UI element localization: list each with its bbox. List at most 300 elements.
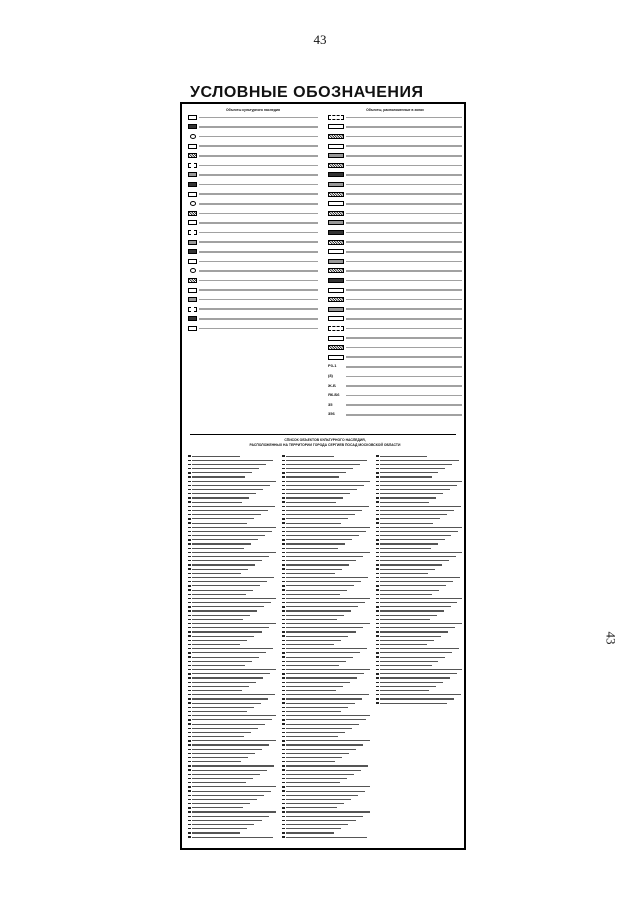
legend-item <box>328 141 462 151</box>
list-item-number <box>188 476 191 477</box>
list-item-text <box>380 585 446 586</box>
page-number: 43 <box>313 32 327 47</box>
legend-symbol-icon <box>188 182 197 187</box>
list-item-number <box>376 577 379 578</box>
list-item-number <box>376 468 379 469</box>
list-item-text <box>286 652 360 653</box>
list-item-number <box>282 673 285 674</box>
list-item-text <box>286 552 370 553</box>
list-item-text <box>380 539 445 540</box>
list-item-number <box>376 455 379 456</box>
legend-symbol-icon <box>188 163 197 168</box>
legend-item <box>328 189 462 199</box>
legend-text-line <box>346 337 462 339</box>
list-item-number <box>376 677 379 678</box>
list-item-text <box>380 581 453 582</box>
list-item-number <box>376 682 379 683</box>
object-list-column-1 <box>188 454 276 839</box>
list-item-number <box>282 598 285 599</box>
list-item-text <box>286 673 364 674</box>
list-item-text <box>286 573 335 574</box>
list-item-number <box>376 543 379 544</box>
legend-text-line <box>346 213 462 215</box>
list-item-number <box>188 493 191 494</box>
list-item <box>282 835 370 839</box>
legend-symbol-icon <box>328 230 344 235</box>
legend-item <box>328 151 462 161</box>
legend-item <box>328 266 462 276</box>
list-item-number <box>188 673 191 674</box>
legend-item <box>328 132 462 142</box>
list-item-number <box>188 769 191 770</box>
legend-symbol-icon <box>188 124 197 129</box>
list-item-number <box>282 686 285 687</box>
list-item-number <box>188 598 191 599</box>
list-item-number <box>376 619 379 620</box>
list-item-text <box>380 485 457 486</box>
legend-text-line <box>199 117 318 119</box>
list-item-text <box>192 577 274 578</box>
list-item-text <box>192 719 272 720</box>
list-item-text <box>286 740 370 741</box>
list-item-text <box>286 749 356 750</box>
list-item-number <box>376 531 379 532</box>
list-item-text <box>286 456 334 457</box>
list-item-text <box>286 770 361 771</box>
legend-text-line <box>346 299 462 301</box>
list-item-number <box>188 728 191 729</box>
legend-symbol-icon <box>328 326 344 331</box>
list-item-number <box>282 757 285 758</box>
list-item-number <box>282 506 285 507</box>
list-item-text <box>286 472 346 473</box>
list-item-number <box>282 539 285 540</box>
list-item-number <box>188 535 191 536</box>
list-item-number <box>282 769 285 770</box>
list-item-text <box>192 502 242 503</box>
list-item-number <box>188 811 191 812</box>
list-item-number <box>376 506 379 507</box>
legend-symbol-icon <box>328 172 344 177</box>
list-item-text <box>380 682 443 683</box>
legend-right-column <box>328 108 462 420</box>
legend-symbol-icon <box>188 297 197 302</box>
list-item-text <box>192 732 251 733</box>
list-item-text <box>380 577 460 578</box>
list-item-number <box>282 610 285 611</box>
legend-text-line <box>199 203 318 205</box>
list-item-text <box>192 740 276 741</box>
list-item-text <box>286 640 341 641</box>
list-item-number <box>282 615 285 616</box>
list-item-text <box>192 460 273 461</box>
list-item-text <box>380 560 449 561</box>
legend-item <box>188 189 318 199</box>
list-item-text <box>380 644 427 645</box>
list-item-number <box>188 648 191 649</box>
legend-text-line <box>346 232 462 234</box>
list-item-number <box>188 707 191 708</box>
list-item-number <box>376 585 379 586</box>
legend-text-line <box>346 385 462 387</box>
list-item-text <box>286 837 367 838</box>
list-item-number <box>282 581 285 582</box>
list-item-text <box>380 694 461 695</box>
legend-text-line <box>199 155 318 157</box>
list-item-number <box>376 581 379 582</box>
list-item-text <box>286 464 360 465</box>
list-item-text <box>286 728 352 729</box>
list-item-number <box>376 514 379 515</box>
object-list-column-3 <box>376 454 462 705</box>
legend-symbol-icon <box>188 220 197 225</box>
list-item-text <box>192 765 274 766</box>
list-item-text <box>192 686 249 687</box>
list-item-text <box>380 640 434 641</box>
legend-text-line <box>346 414 462 416</box>
list-item-number <box>188 623 191 624</box>
list-item-text <box>286 661 346 662</box>
legend-symbol-icon <box>328 249 344 254</box>
list-item-text <box>286 610 351 611</box>
list-item-text <box>380 531 458 532</box>
list-item-text <box>286 556 363 557</box>
list-item-number <box>188 472 191 473</box>
list-item-text <box>192 816 269 817</box>
legend-text-line <box>199 280 318 282</box>
list-item-text <box>192 539 258 540</box>
list-item-number <box>376 489 379 490</box>
legend-text-line <box>346 241 462 243</box>
list-item-text <box>192 828 247 829</box>
list-item-number <box>376 539 379 540</box>
list-item-number <box>282 690 285 691</box>
list-item-text <box>192 820 262 821</box>
list-item-number <box>188 602 191 603</box>
legend-symbol-icon: (8) <box>328 372 333 378</box>
list-item-text <box>192 476 245 477</box>
legend-symbol-icon <box>188 144 197 149</box>
list-item-number <box>188 782 191 783</box>
list-item-number <box>282 774 285 775</box>
list-item-number <box>188 686 191 687</box>
legend-item <box>328 362 462 372</box>
list-item-text <box>192 786 276 787</box>
list-item-number <box>376 548 379 549</box>
list-item-text <box>192 464 266 465</box>
list-item-text <box>192 493 256 494</box>
list-item-text <box>286 539 352 540</box>
list-item-number <box>282 820 285 821</box>
legend-text-line <box>346 328 462 330</box>
list-item-number <box>188 619 191 620</box>
legend-item <box>188 285 318 295</box>
list-item-number <box>188 677 191 678</box>
legend-sheet <box>180 102 466 850</box>
list-item-text <box>286 694 369 695</box>
list-item-text <box>286 594 340 595</box>
list-item-number <box>282 619 285 620</box>
list-item-number <box>376 552 379 553</box>
list-item-text <box>192 707 254 708</box>
legend-text-line <box>199 145 318 147</box>
list-item-text <box>380 548 431 549</box>
list-item-number <box>282 732 285 733</box>
list-item-text <box>380 615 437 616</box>
list-item-text <box>380 610 444 611</box>
list-item-text <box>380 472 438 473</box>
list-item-number <box>188 464 191 465</box>
list-item-number <box>188 455 191 456</box>
legend-item <box>188 199 318 209</box>
list-item-number <box>188 723 191 724</box>
list-item-number <box>376 635 379 636</box>
list-item-number <box>188 661 191 662</box>
object-list-title <box>182 438 466 447</box>
list-item-number <box>188 828 191 829</box>
legend-symbol-icon <box>328 307 344 312</box>
list-item-text <box>192 774 260 775</box>
list-item-number <box>376 476 379 477</box>
list-item-text <box>286 744 363 745</box>
list-item-number <box>376 564 379 565</box>
legend-symbol-icon <box>190 201 196 206</box>
list-item-number <box>282 522 285 523</box>
legend-item <box>188 151 318 161</box>
list-item-text <box>380 460 459 461</box>
list-item-text <box>380 690 429 691</box>
list-item-text <box>286 824 348 825</box>
list-item-number <box>188 644 191 645</box>
list-item-text <box>192 673 270 674</box>
legend-symbol-icon <box>188 230 197 235</box>
list-item-number <box>188 589 191 590</box>
list-item-text <box>286 460 367 461</box>
list-item-text <box>192 560 262 561</box>
list-item-number <box>282 652 285 653</box>
legend-item <box>328 295 462 305</box>
list-item-text <box>192 749 262 750</box>
list-item-text <box>286 732 345 733</box>
legend-item <box>188 132 318 142</box>
list-item-number <box>282 749 285 750</box>
list-item-number <box>188 669 191 670</box>
list-item-text <box>380 489 450 490</box>
legend-item <box>328 276 462 286</box>
list-item-text <box>380 606 451 607</box>
legend-text-line <box>199 289 318 291</box>
list-item-text <box>192 489 263 490</box>
list-item-number <box>376 589 379 590</box>
list-item-number <box>282 807 285 808</box>
legend-item <box>328 372 462 382</box>
list-item-text <box>380 652 452 653</box>
list-item-number <box>376 594 379 595</box>
legend-symbol-icon <box>188 278 197 283</box>
legend-item <box>328 228 462 238</box>
list-item-text <box>192 523 247 524</box>
list-item-text <box>192 761 241 762</box>
legend-item <box>188 314 318 324</box>
list-item-text <box>380 661 438 662</box>
list-item-text <box>286 828 341 829</box>
legend-item <box>188 209 318 219</box>
legend-right-heading: Объекты, расположенные в зонах <box>366 108 424 112</box>
legend-text-line <box>199 165 318 167</box>
list-item-number <box>188 795 191 796</box>
legend-item <box>328 285 462 295</box>
list-item-number <box>188 711 191 712</box>
list-item-text <box>192 472 252 473</box>
list-item-number <box>282 627 285 628</box>
list-item-text <box>380 669 462 670</box>
list-item-text <box>286 548 338 549</box>
list-item-text <box>286 724 359 725</box>
list-item-number <box>376 518 379 519</box>
legend-item <box>328 324 462 334</box>
list-item-text <box>380 636 441 637</box>
list-item-text <box>192 590 253 591</box>
list-item-number <box>188 585 191 586</box>
list-item-number <box>376 610 379 611</box>
list-item-number <box>188 820 191 821</box>
list-item-number <box>282 782 285 783</box>
list-item-number <box>282 669 285 670</box>
list-item-text <box>192 824 254 825</box>
list-item-number <box>282 589 285 590</box>
legend-text-line <box>199 213 318 215</box>
list-item-text <box>286 803 344 804</box>
list-item-number <box>188 615 191 616</box>
list-item-text <box>286 506 369 507</box>
list-item-number <box>188 732 191 733</box>
legend-item <box>188 237 318 247</box>
list-item-number <box>282 661 285 662</box>
list-item-text <box>380 556 456 557</box>
legend-left-heading: Объекты культурного наследия <box>226 108 280 112</box>
list-item-text <box>192 573 241 574</box>
list-item-number <box>282 648 285 649</box>
list-item-text <box>192 631 262 632</box>
list-item-text <box>380 510 454 511</box>
list-item-text <box>192 623 276 624</box>
list-item-number <box>282 790 285 791</box>
list-item-number <box>282 753 285 754</box>
list-item-text <box>286 816 363 817</box>
list-item-number <box>188 531 191 532</box>
legend-symbol-icon: 356 <box>328 411 335 417</box>
legend-text-line <box>346 261 462 263</box>
list-item-number <box>282 640 285 641</box>
legend-text-line <box>199 222 318 224</box>
legend-symbol-icon <box>328 153 344 158</box>
list-item-text <box>286 795 358 796</box>
legend-symbol-icon <box>188 316 197 321</box>
list-item-number <box>188 698 191 699</box>
list-item-text <box>192 640 247 641</box>
list-item-number <box>188 790 191 791</box>
list-item-number <box>188 816 191 817</box>
list-item-number <box>282 464 285 465</box>
list-item-number <box>282 568 285 569</box>
list-item-number <box>188 552 191 553</box>
list-item-text <box>192 757 248 758</box>
legend-text-line <box>199 299 318 301</box>
list-item-text <box>380 514 447 515</box>
list-item-number <box>282 552 285 553</box>
list-item-number <box>376 661 379 662</box>
list-item-number <box>188 577 191 578</box>
legend-symbol-icon <box>328 345 344 350</box>
legend-symbol-icon <box>188 288 197 293</box>
list-item-number <box>282 623 285 624</box>
list-item-number <box>282 485 285 486</box>
legend-symbol-icon <box>328 316 344 321</box>
list-item-text <box>286 799 351 800</box>
list-item-text <box>286 577 368 578</box>
list-item-text <box>192 782 246 783</box>
legend-symbol-icon <box>188 259 197 264</box>
list-item-number <box>282 723 285 724</box>
list-item-number <box>188 481 191 482</box>
list-item-text <box>192 510 268 511</box>
legend-text-line <box>199 184 318 186</box>
list-item-number <box>376 656 379 657</box>
legend-item <box>188 324 318 334</box>
list-item-number <box>282 535 285 536</box>
list-item-text <box>286 715 370 716</box>
list-item-number <box>188 656 191 657</box>
legend-item <box>328 352 462 362</box>
list-item-text <box>192 652 266 653</box>
list-item-number <box>188 736 191 737</box>
legend-text-line <box>199 328 318 330</box>
list-item-text <box>286 669 370 670</box>
list-item-text <box>380 456 427 457</box>
list-item-text <box>380 594 432 595</box>
list-item-number <box>188 581 191 582</box>
legend-symbol-icon <box>188 153 197 158</box>
list-item-text <box>286 535 359 536</box>
list-item-number <box>282 803 285 804</box>
list-item-number <box>282 715 285 716</box>
list-item-number <box>282 514 285 515</box>
list-item-text <box>380 497 436 498</box>
legend-item <box>328 304 462 314</box>
list-item-number <box>188 560 191 561</box>
list-item-number <box>282 811 285 812</box>
list-item-text <box>286 832 334 833</box>
list-item-number <box>282 736 285 737</box>
legend-item <box>188 161 318 171</box>
legend-item <box>188 122 318 132</box>
list-item-number <box>282 795 285 796</box>
list-item-number <box>188 761 191 762</box>
list-item-number <box>282 799 285 800</box>
list-item-number <box>282 527 285 528</box>
list-item-text <box>286 598 370 599</box>
list-item-text <box>380 598 462 599</box>
list-item-number <box>282 635 285 636</box>
legend-item <box>188 170 318 180</box>
list-item-text <box>286 677 357 678</box>
list-item-number <box>188 786 191 787</box>
list-item-text <box>380 673 457 674</box>
list-item-text <box>192 531 272 532</box>
list-item-number <box>376 686 379 687</box>
list-item-text <box>286 569 342 570</box>
list-item <box>376 701 462 705</box>
